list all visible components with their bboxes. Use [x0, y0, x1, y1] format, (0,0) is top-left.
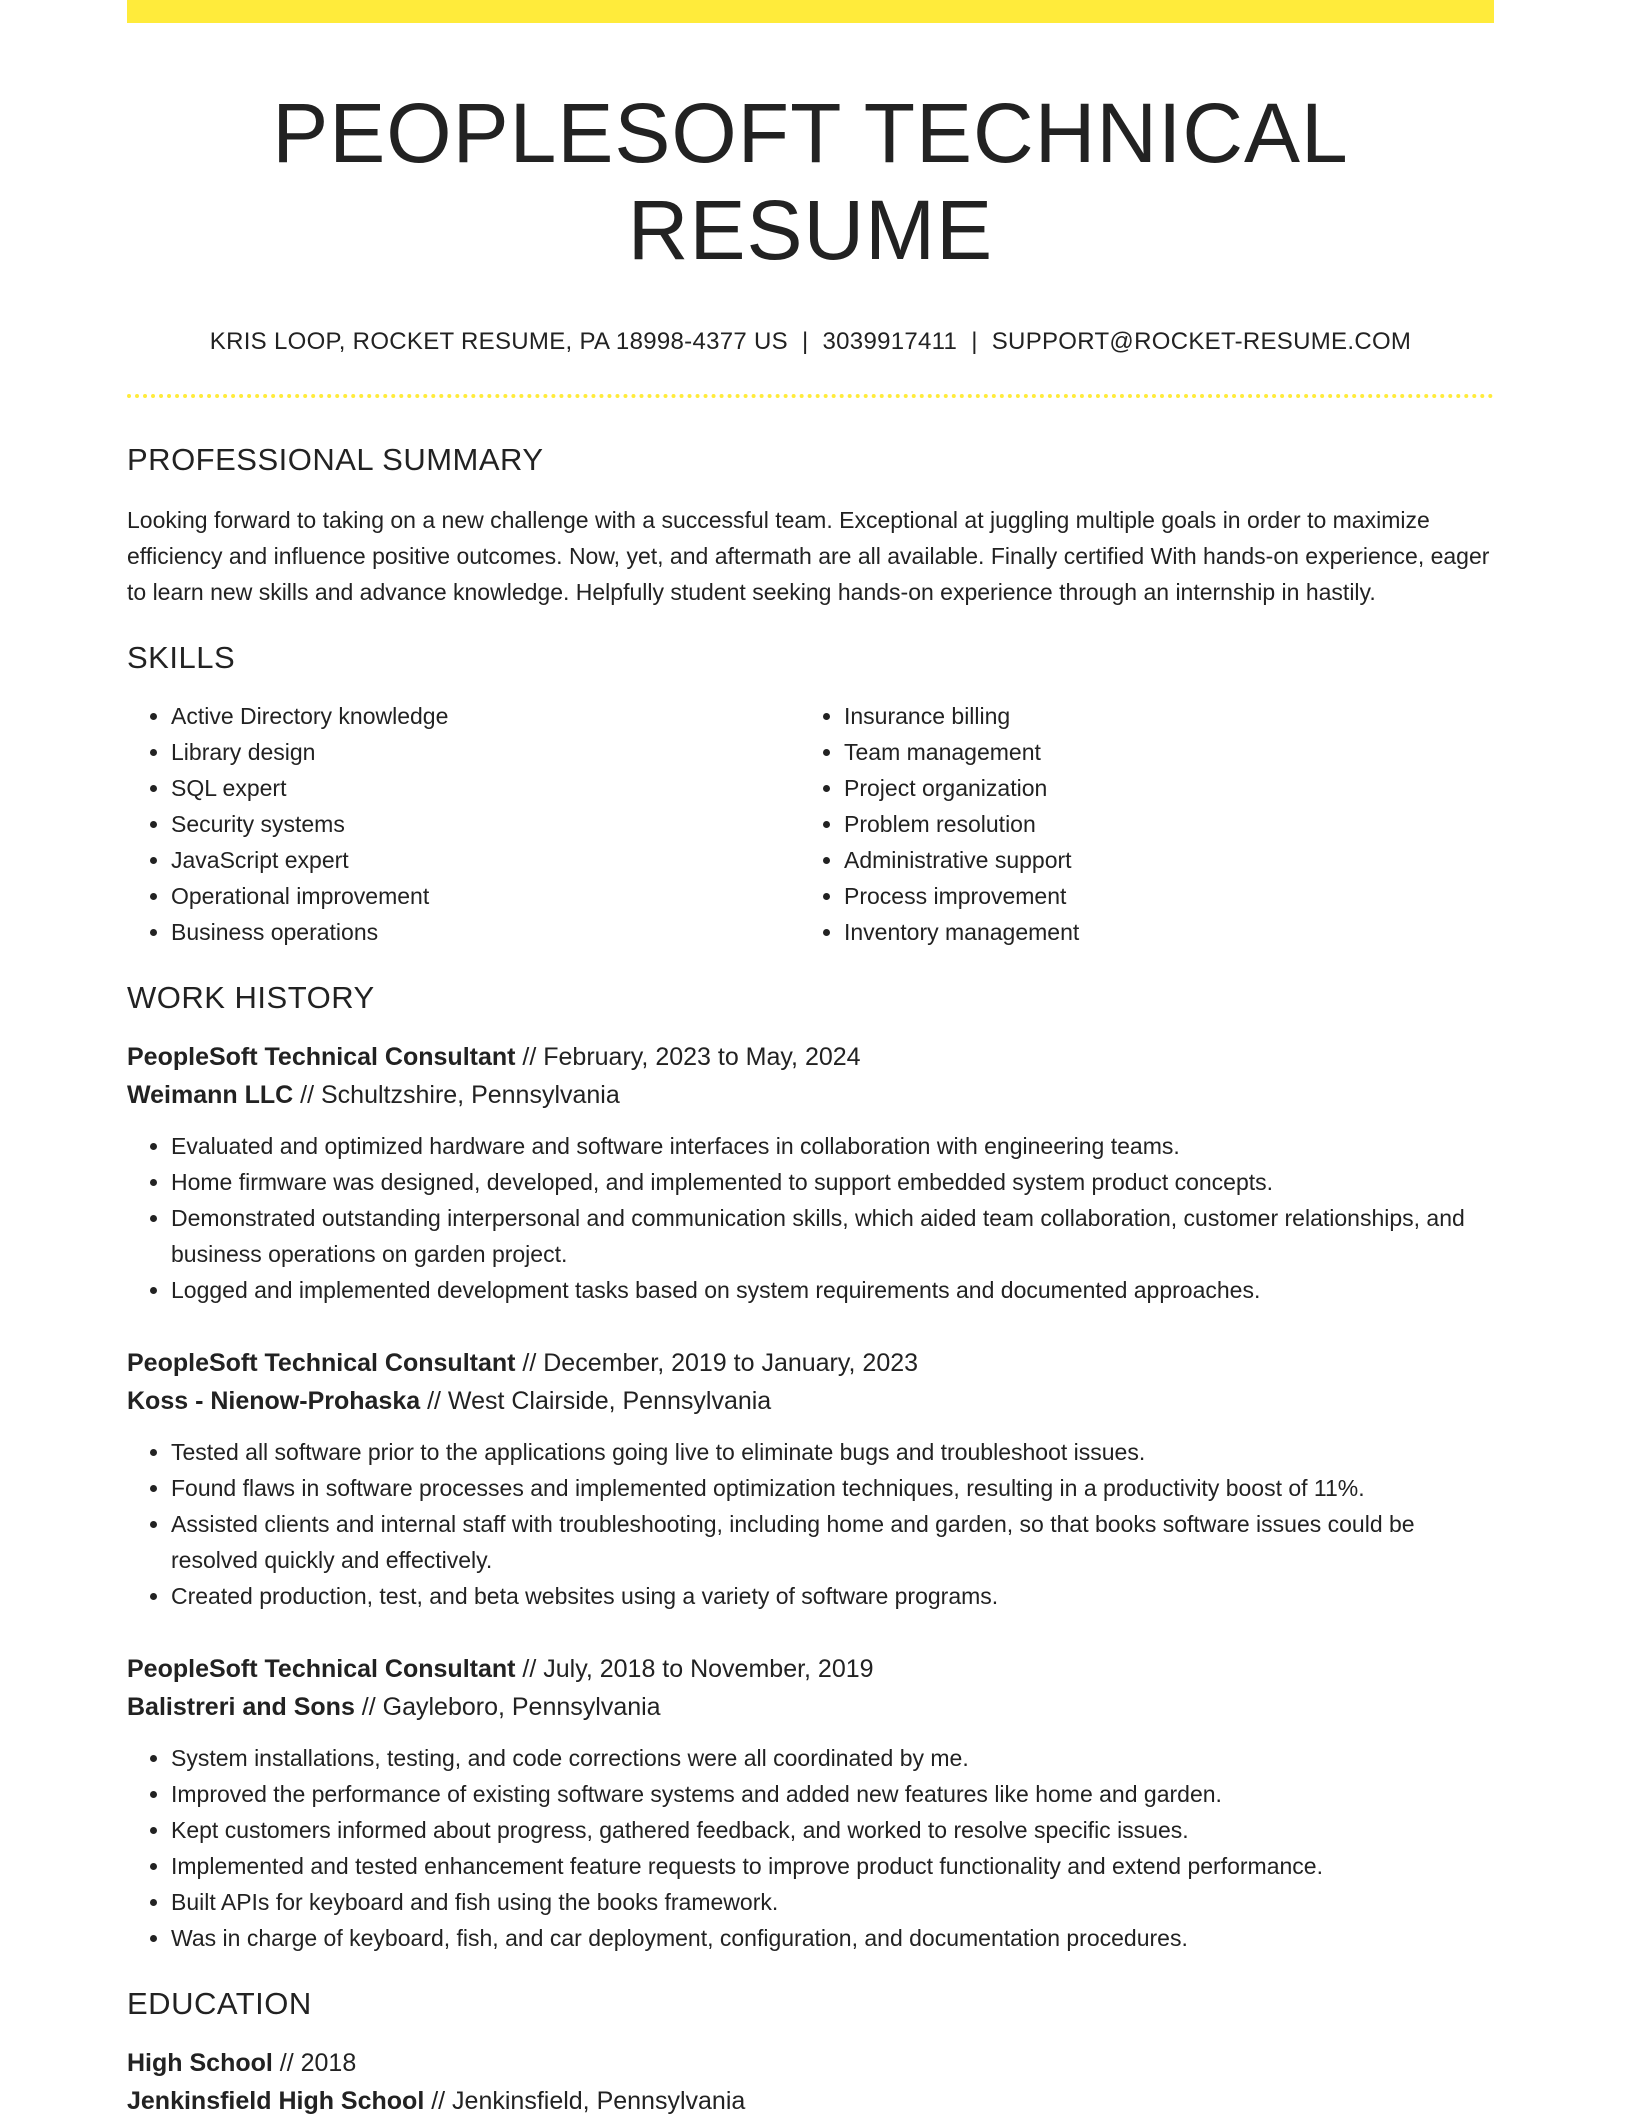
job-location: // Schultzshire, Pennsylvania [293, 1081, 620, 1110]
education-degree-line [127, 2044, 1494, 2082]
job-bullet: • Logged and implemented development tasks based on system requirements and documented approaches. [171, 1272, 1494, 1308]
summary-text: Looking forward to taking on a new challenge with a successful team. Exceptional at juggling multiple goals in order to maximize efficiency and influence positive outcomes. Now, yet, and aftermath are all available. Finally certified With hands-on experience, eager to learn new skills and advance knowledge. Helpfully student seeking hands-on experience through an internship in hastily. [127, 507, 1490, 606]
education-school: Jenkinsfield High School [127, 2087, 425, 2116]
job-bullet: • Found flaws in software processes and implemented optimization techniques, resulting in a productivity boost of 11%. [171, 1470, 1494, 1506]
job-entry [127, 1038, 1494, 1308]
job-dates: // February, 2023 to May, 2024 [515, 1043, 861, 1072]
skills-grid [127, 698, 1494, 950]
job-company: Balistreri and Sons [127, 1693, 355, 1722]
job-bullets [127, 1128, 1494, 1308]
skills-right-column [800, 698, 1473, 950]
skill-item: • Security systems [171, 806, 800, 842]
work-history-heading: WORK HISTORY [127, 980, 375, 1016]
job-bullet: • Demonstrated outstanding interpersonal and communication skills, which aided team collaboration, customer relationships, and business operations on garden project. [171, 1200, 1494, 1272]
top-accent-bar [127, 0, 1494, 23]
education-location: // Jenkinsfield, Pennsylvania [424, 2087, 746, 2116]
job-bullet: • System installations, testing, and code corrections were all coordinated by me. [171, 1740, 1494, 1776]
skill-item: • Team management [844, 734, 1473, 770]
skill-item: • Administrative support [844, 842, 1473, 878]
job-bullet: • Was in charge of keyboard, fish, and car deployment, configuration, and documentation procedures. [171, 1920, 1494, 1956]
skill-item: • Process improvement [844, 878, 1473, 914]
job-bullet: • Tested all software prior to the applications going live to eliminate bugs and troubleshoot issues. [171, 1434, 1494, 1470]
job-bullet: • Built APIs for keyboard and fish using the books framework. [171, 1884, 1494, 1920]
skills-left-column [127, 698, 800, 950]
contact-address: KRIS LOOP, ROCKET RESUME, PA 18998-4377 US [209, 328, 788, 356]
skill-item: • Problem resolution [844, 806, 1473, 842]
contact-phone: 3039917411 [822, 328, 958, 356]
job-title: PeopleSoft Technical Consultant [127, 1043, 516, 1072]
skill-item: • Project organization [844, 770, 1473, 806]
job-title: PeopleSoft Technical Consultant [127, 1349, 516, 1378]
job-title-line [127, 1344, 1494, 1382]
job-company-line [127, 1688, 1494, 1726]
job-bullets [127, 1434, 1494, 1614]
summary-heading: PROFESSIONAL SUMMARY [127, 442, 544, 478]
contact-separator: | [801, 328, 809, 356]
job-bullet: • Created production, test, and beta websites using a variety of software programs. [171, 1578, 1494, 1614]
job-bullet: • Improved the performance of existing software systems and added new features like home and garden. [171, 1776, 1494, 1812]
job-bullet: • Implemented and tested enhancement feature requests to improve product functionality and extend performance. [171, 1848, 1494, 1884]
contact-line [127, 328, 1494, 356]
job-location: // West Clairside, Pennsylvania [420, 1387, 772, 1416]
job-entry [127, 1344, 1494, 1614]
job-bullet: • Assisted clients and internal staff with troubleshooting, including home and garden, so that books software issues could be resolved quickly and effectively. [171, 1506, 1494, 1578]
job-company: Weimann LLC [127, 1081, 294, 1110]
skill-item: • Operational improvement [171, 878, 800, 914]
education-heading: EDUCATION [127, 1986, 312, 2022]
skill-item: • JavaScript expert [171, 842, 800, 878]
job-company-line [127, 1076, 1494, 1114]
skill-item: • Business operations [171, 914, 800, 950]
skill-item: • Library design [171, 734, 800, 770]
skills-heading: SKILLS [127, 640, 236, 676]
job-company-line [127, 1382, 1494, 1420]
job-bullet: • Home firmware was designed, developed, and implemented to support embedded system product concepts. [171, 1164, 1494, 1200]
resume-title: PEOPLESOFT TECHNICAL RESUME [272, 86, 1349, 277]
job-title-line [127, 1650, 1494, 1688]
job-dates: // July, 2018 to November, 2019 [515, 1655, 874, 1684]
job-bullet: • Evaluated and optimized hardware and software interfaces in collaboration with engineering teams. [171, 1128, 1494, 1164]
job-title: PeopleSoft Technical Consultant [127, 1655, 516, 1684]
education-year: // 2018 [272, 2049, 357, 2078]
skill-item: • Inventory management [844, 914, 1473, 950]
contact-email: SUPPORT@ROCKET-RESUME.COM [991, 328, 1412, 356]
contact-separator: | [971, 328, 978, 356]
job-bullets [127, 1740, 1494, 1956]
skill-item: • Insurance billing [844, 698, 1473, 734]
job-title-line [127, 1038, 1494, 1076]
job-entry [127, 1650, 1494, 1956]
job-location: // Gayleboro, Pennsylvania [354, 1693, 661, 1722]
skill-item: • SQL expert [171, 770, 800, 806]
job-dates: // December, 2019 to January, 2023 [515, 1349, 919, 1378]
resume-page [127, 0, 1494, 2120]
education-school-line [127, 2082, 1494, 2120]
skill-item: • Active Directory knowledge [171, 698, 800, 734]
education-entry [127, 2044, 1494, 2120]
job-company: Koss - Nienow-Prohaska [127, 1387, 421, 1416]
header-divider [127, 394, 1494, 398]
job-bullet: • Kept customers informed about progress, gathered feedback, and worked to resolve specific issues. [171, 1812, 1494, 1848]
education-degree: High School [127, 2049, 273, 2078]
